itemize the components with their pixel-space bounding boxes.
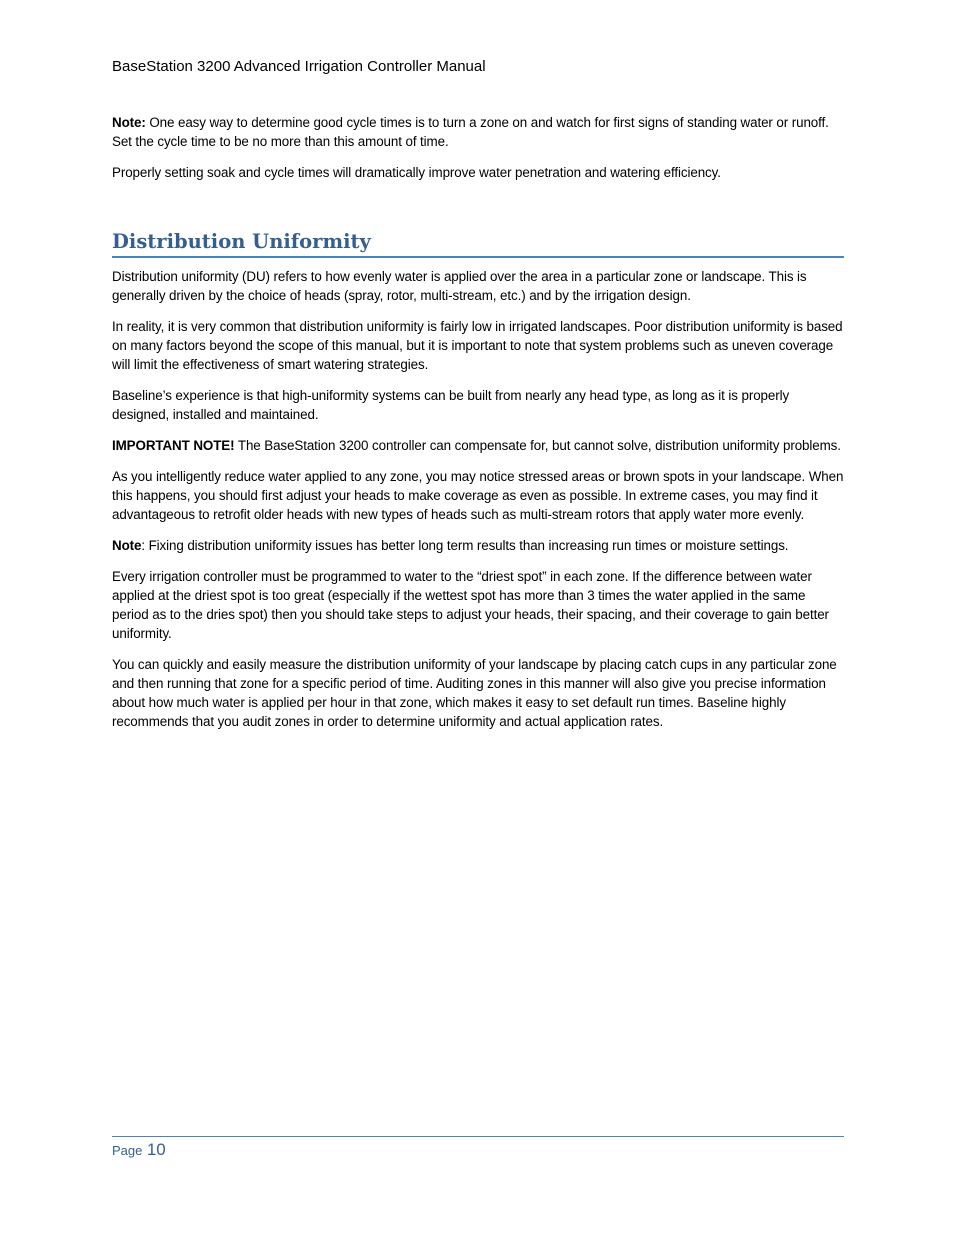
note-fixing-paragraph [112, 536, 844, 555]
note-fixing-text: : Fixing distribution uniformity issues has better long term results than increasing run times or moisture settings. [141, 538, 789, 553]
important-note-label: IMPORTANT NOTE! [112, 438, 235, 453]
soak-cycle-paragraph: Properly setting soak and cycle times will dramatically improve water penetration and watering efficiency. [112, 165, 721, 180]
driest-spot-paragraph: Every irrigation controller must be programmed to water to the “driest spot” in each zone. If the difference between water applied at the driest spot is too great (especially if the wettest spot has more than 3 times the water applied in the same period as to the dries spot) then you should take steps to adjust your heads, their spacing, and their coverage to gain better uniformity. [112, 569, 829, 641]
page-footer [112, 1140, 166, 1160]
note-text: One easy way to determine good cycle times is to turn a zone on and watch for first signs of standing water or runoff. Set the cycle time to be no more than this amount of time. [112, 115, 829, 149]
section-body [112, 267, 844, 731]
running-header: BaseStation 3200 Advanced Irrigation Controller Manual [112, 58, 486, 75]
important-note-paragraph [112, 436, 844, 455]
page-content [112, 113, 844, 743]
du-reality-paragraph: In reality, it is very common that distribution uniformity is fairly low in irrigated landscapes. Poor distribution uniformity is based on many factors beyond the scope of this manual, but it is important to note that system problems such as uneven coverage will limit the effectiveness of smart watering strategies. [112, 319, 843, 372]
note-cycle-times [112, 113, 844, 151]
section-heading: Distribution Uniformity [112, 229, 844, 258]
page-label: Page [112, 1143, 143, 1158]
catch-cups-paragraph: You can quickly and easily measure the distribution uniformity of your landscape by placing catch cups in any particular zone and then running that zone for a specific period of time. Auditing zones in this manner will also give you precise information about how much water is applied per hour in that zone, which makes it easy to set default run times. Baseline highly recommends that you audit zones in order to determine uniformity and actual application rates. [112, 657, 837, 729]
baseline-experience-paragraph: Baseline’s experience is that high-uniformity systems can be built from nearly any head type, as long as it is properly designed, installed and maintained. [112, 388, 790, 422]
note-label: Note: [112, 115, 146, 130]
footer-divider [112, 1136, 844, 1137]
du-definition-paragraph: Distribution uniformity (DU) refers to how evenly water is applied over the area in a particular zone or landscape. This is generally driven by the choice of heads (spray, rotor, multi-stream, etc.) and by the irrigation design. [112, 269, 807, 303]
important-note-text: The BaseStation 3200 controller can compensate for, but cannot solve, distribution uniformity problems. [234, 438, 841, 453]
note-fixing-label: Note [112, 538, 142, 553]
page-number: 10 [146, 1140, 166, 1159]
reduce-water-paragraph: As you intelligently reduce water applied to any zone, you may notice stressed areas or brown spots in your landscape. When this happens, you should first adjust your heads to make coverage as even as possible. In extreme cases, you may find it advantageous to retrofit older heads with new types of heads such as multi-stream rotors that apply water more evenly. [112, 469, 844, 522]
